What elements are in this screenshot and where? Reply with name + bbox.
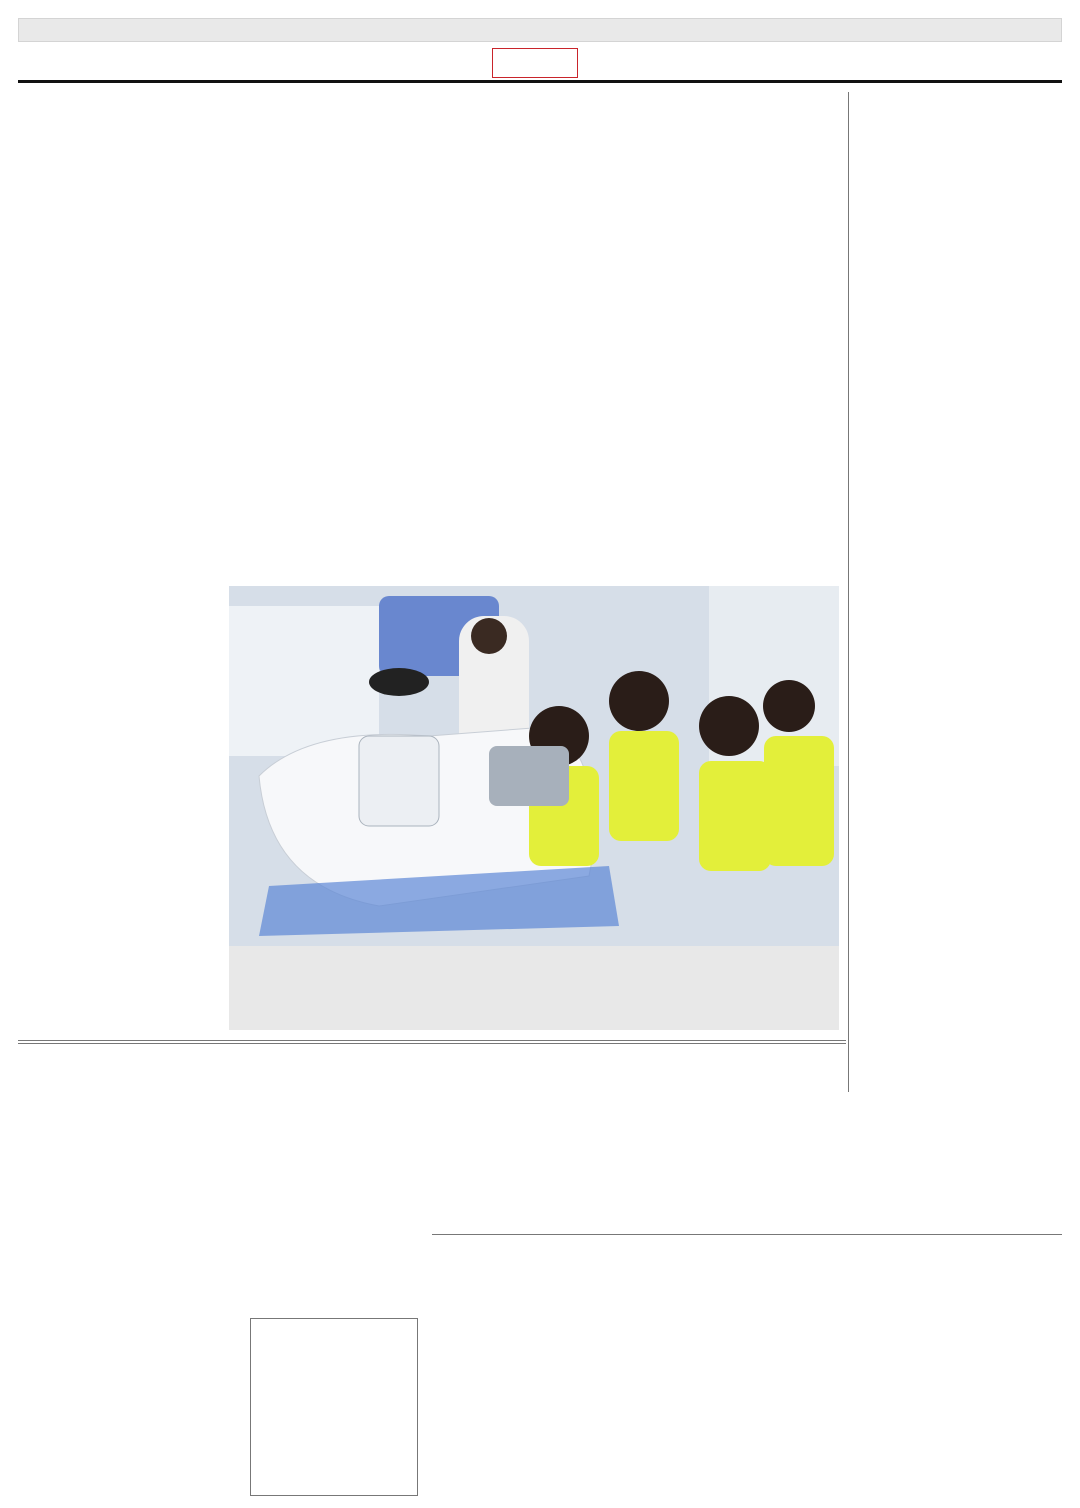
photo-illustration (229, 586, 839, 946)
news-photo (229, 586, 839, 946)
lead-col-4 (651, 210, 841, 550)
section-divider-2 (18, 1043, 846, 1044)
section-divider (18, 1040, 846, 1041)
lead-col-3 (441, 210, 636, 560)
lowair-col-2 (229, 1050, 424, 1305)
notice-col-1 (441, 1292, 636, 1502)
donor-body (20, 644, 214, 1034)
comment-box (250, 1318, 418, 1496)
dream-col-3 (862, 1102, 1058, 1226)
photo-caption (229, 946, 839, 1030)
right-body-top (860, 132, 980, 592)
comment-body (265, 1363, 405, 1493)
notice-divider (432, 1234, 1062, 1235)
column-divider (848, 92, 849, 1092)
notice-col-3 (862, 1292, 1058, 1462)
lead-col-1 (34, 210, 212, 560)
header-rule (18, 80, 1062, 83)
right-body-bottom (860, 592, 1052, 1037)
dream-col-2 (651, 1102, 846, 1226)
lowair-col-1 (20, 1050, 215, 1500)
lead-col-2 (229, 210, 424, 560)
dream-col-1 (441, 1102, 636, 1226)
masthead-logo (492, 48, 578, 78)
top-bar (18, 18, 1062, 42)
notice-col-2 (651, 1292, 846, 1502)
right-byline (860, 100, 980, 130)
